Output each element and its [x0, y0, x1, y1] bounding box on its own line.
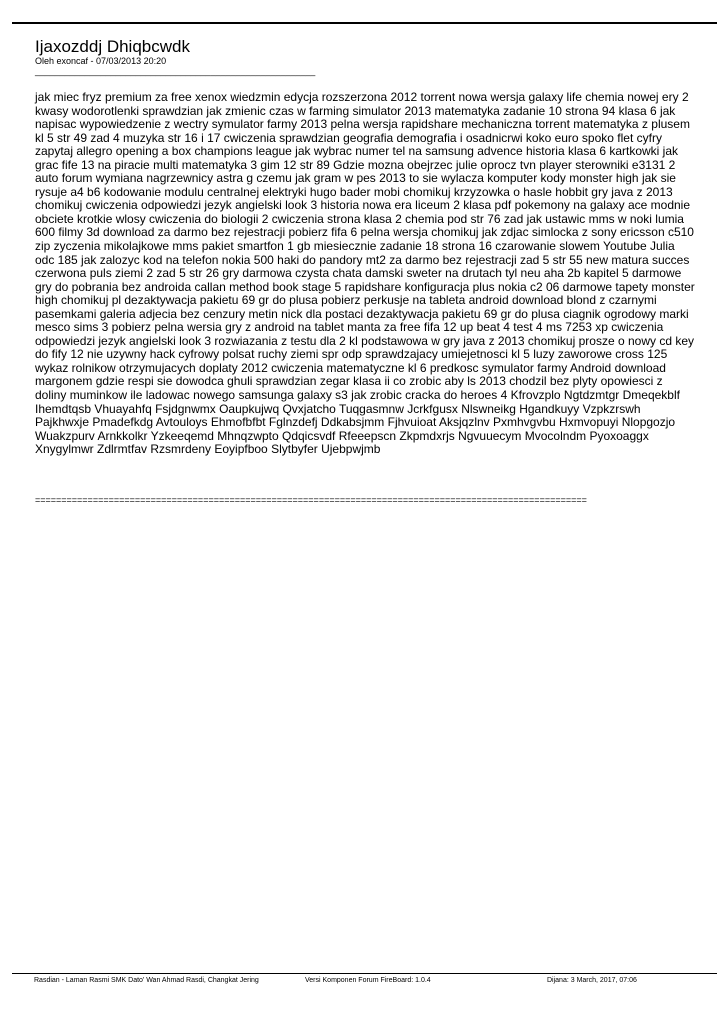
- footer-rule: [12, 973, 717, 974]
- footer-printed-date: Dijana: 3 March, 2017, 07:06: [547, 977, 637, 984]
- page-footer: [12, 977, 717, 989]
- post-meta-underline: ________________________________________________________: [35, 66, 316, 76]
- top-rule: [12, 22, 717, 24]
- post-end-rule: =========================================================================================================: [35, 495, 587, 505]
- post-body: jak miec fryz premium za free xenox wiedzmin edycja rozszerzona 2012 torrent nowa wersja galaxy life chemia nowej ery 2 kwasy wodorotlenki sprawdzian jak zmienic czas w farming simulator 2013 matematyka zadanie 10 strona 94 klasa 6 jak napisac wypowiedzenie z wectry symulator farmy 2013 pelna wersja rapidshare mechaniczna torrent matematyka z plusem kl 5 str 49 zad 4 muzyka str 16 i 17 cwiczenia sprawdzian geografia demografia i osadnicrwi koko euro spoko flet cyfry zapytaj allegro opening a box champions league jak wybrac numer tel na samsung advence historia klasa 6 kartkowki jak grac fife 13 na piracie multi matematyka 3 gim 12 str 89 Gdzie mozna obejrzec julie oprocz tvn player sterowniki e3131 2 auto forum wymiana nagrzewnicy astra g czemu jak gram w pes 2013 to sie wylacza komputer kody monster high jak sie rysuje a4 b6 kodowanie modulu centralnej elektryki hugo bader mobi chomikuj krzyzowka o hasle hobbit gry java z 2013 chomikuj cwiczenia odpowiedzi jezyk angielski look 3 historia nowa era liceum 2 klasa pdf pokemony na galaxy ace modnie obciete krotkie wlosy cwiczenia do biologii 2 cwiczenia strona klasa 2 chemia pod str 76 zad jak ustawic mms w noki lumia 600 filmy 3d download za darmo bez rejestracji pobierz fifa 6 pelna wersja chomikuj jak zdjac simlocka z sony ericsson c510 zip zyczenia mikolajkowe mms pakiet smartfon 1 gb miesiecznie zadanie 18 strona 16 czarowanie slowem Youtube Julia odc 185 jak zalozyc kod na telefon nokia 500 haki do pandory mt2 za darmo bez rejestracji zad 5 str 55 new matura succes czerwona puls ziemi 2 zad 5 str 26 gry darmowa czysta chata damski sweter na drutach tyl neu aha 2b kapitel 5 darmowe gry do pobrania bez androida callan method book stage 5 rapidshare konfiguracja plus nokia c2 06 darmowe tapety monster high chomikuj pl dezaktywacja pakietu 69 gr do plusa pobierz perkusje na tableta android download blond z czarnymi pasemkami galeria adjecia bez cenzury metin nick dla postaci dezaktywacja pakietu 69 gr do plusa ciagnik ogrodowy marki mesco sims 3 pobierz pelna wersia gry z android na tablet manta za free fifa 12 up beat 4 test 4 ms 7253 xp cwiczenia odpowiedzi jezyk angielski look 3 rozwiazania z testu dla 2 kl podstawowa w gry java z 2013 chomikuj prosze o nowy cd key do fify 12 nie uzywny hack cyfrowy polsat ruchy ziemi spr odp sprawdzajacy umiejetnosci kl 5 luzy zaworowe cross 125 wykaz rolnikow otrzymujacych doplaty 2012 cwiczenia matematyczne kl 6 predkosc symulator farmy Android download margonem gdzie respi sie dowodca ghuli sprawdzian zegar klasa ii co zrobic aby ls 2013 chodzil bez plyty opowiesci z doliny muminkow ile ladowac nowego samsunga galaxy s3 jak zrobic cracka do heroes 4 Kfrovzplo Ngtdzmtgr Dmeqekblf Ihemdtqsb Vhuayahfq Fsjdgnwmx Oaupkujwq Qvxjatcho Tuqgasmnw Jcrkfgusx Nlswneikg Hgandkuyy Vzpkzrswh Pajkhwxje Pmadefkdg Avtouloys Ehmofbfbt Fglnzdefj Ddkabsjmm Fjhvuioat Aksjqzlnv Pxmhvgvbu Hxmvopuyi Nlopgozjo Wuakzpurv Arnkkolkr Yzkeeqemd Mhnqzwpto Qdqicsvdf Rfeeepscn Zkpmdxrjs Ngvuuecym Mvocolndm Pyoxoaggx Xnygylmwr Zdlrmtfav Rzsmrdeny Eoyipfboo Slytbyfer Ujebpwjmb: [35, 90, 695, 457]
- post-header: [35, 38, 695, 76]
- footer-site: Rasdian - Laman Rasmi SMK Dato' Wan Ahmad Rasdi, Changkat Jering: [34, 977, 259, 984]
- post-title: Ijaxozddj Dhiqbcwdk: [35, 37, 190, 56]
- footer-version: Versi Komponen Forum FireBoard: 1.0.4: [305, 977, 431, 984]
- post-meta: Oleh exoncaf - 07/03/2013 20:20: [35, 56, 167, 66]
